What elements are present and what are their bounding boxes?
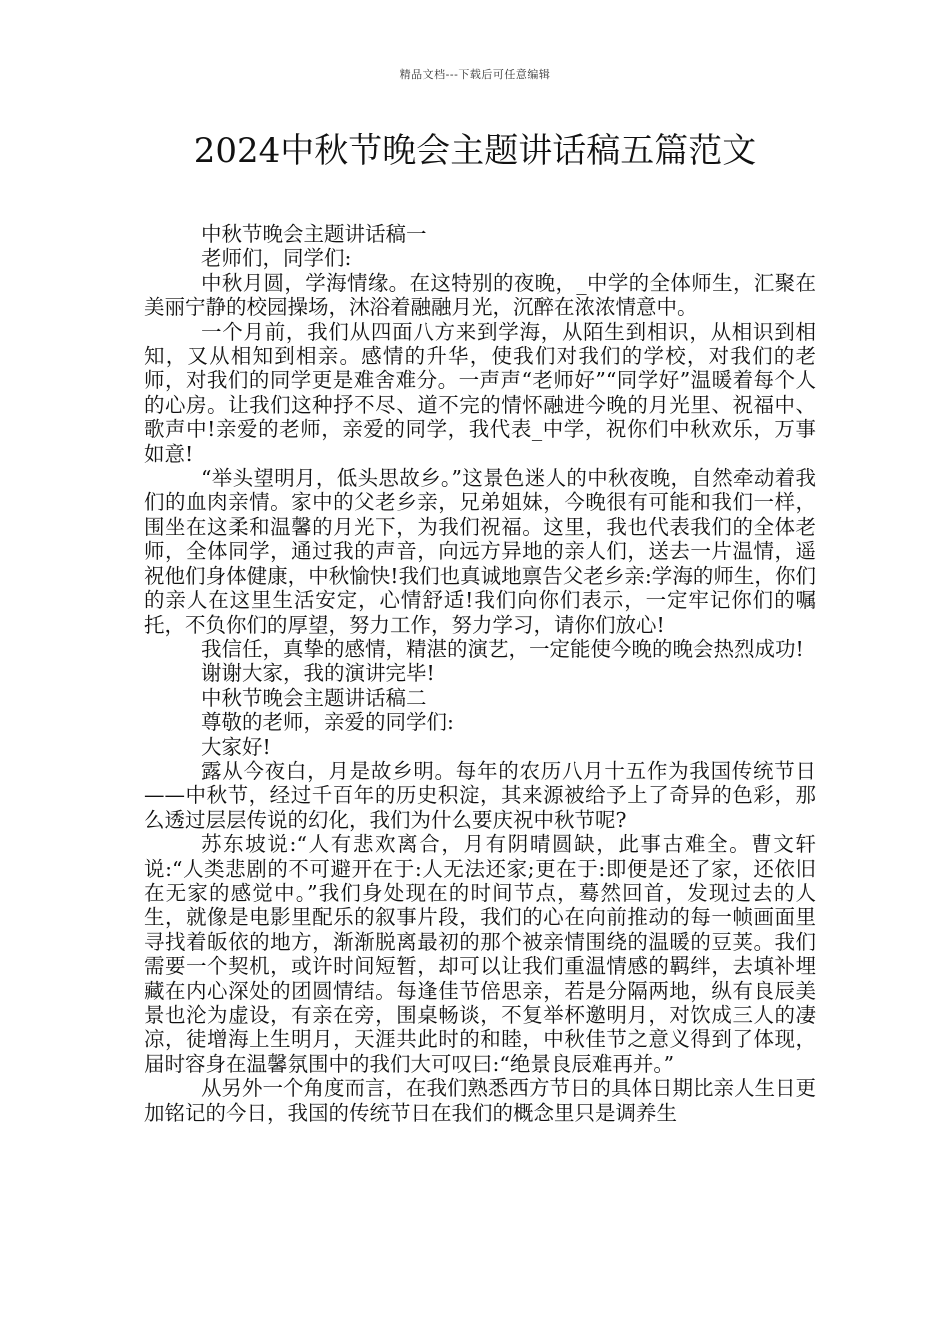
salutation: 老师们，同学们: <box>201 246 352 271</box>
paragraph: 苏东坡说:“人有悲欢离合，月有阴晴圆缺，此事古难全。曹文轩说:“人类悲剧的不可避开在于:人无法还家;更在于:即便是还了家，还依旧在无家的感觉中。”我们身处现在的时间节点，蓦然回首，发现过去的人生，就像是电影里配乐的叙事片段，我们的心在向前推动的每一帧画面里寻找着皈依的地方，渐渐脱离最初的那个被亲情围绕的温暖的豆荚。我们需要一个契机，或许时间短暂，却可以让我们重温情感的羁绊，去填补埋藏在内心深处的团圆情结。每逢佳节倍思亲，若是分隔两地，纵有良辰美景也沦为虚设，有亲在旁，围桌畅谈，不复举杯邀明月，对饮成三人的凄凉，徒增海上生明月，天涯共此时的和睦，中秋佳节之意义得到了体现，届时容身在温馨氛围中的我们大可叹曰:“绝景良辰难再并。” <box>144 832 816 1076</box>
paragraph: “举头望明月，低头思故乡。”这景色迷人的中秋夜晚，自然牵动着我们的血肉亲情。家中的父老乡亲，兄弟姐妹，今晚很有可能和我们一样，围坐在这柔和温馨的月光下，为我们祝福。这里，我也代表我们的全体老师，全体同学，通过我的声音，向远方异地的亲人们，送去一片温情，遥祝他们身体健康，中秋愉快!我们也真诚地禀告父老乡亲:学海的师生，你们的亲人在这里生活安定，心情舒适!我们向你们表示，一定牢记你们的嘱托，不负你们的厚望，努力工作，努力学习，请你们放心! <box>144 466 816 637</box>
section-heading-2: 中秋节晚会主题讲话稿二 <box>201 685 427 710</box>
paragraph: 中秋月圆，学海情缘。在这特别的夜晚，_中学的全体师生，汇聚在美丽宁静的校园操场，沐浴着融融月光，沉醉在浓浓情意中。 <box>144 270 816 320</box>
paragraph: 我信任，真挚的感情，精湛的演艺，一定能使今晚的晚会热烈成功! <box>201 636 804 661</box>
paragraph: 一个月前，我们从四面八方来到学海，从陌生到相识，从相识到相知，又从相知到相亲。感情的升华，使我们对我们的学校，对我们的老师，对我们的同学更是难舍难分。一声声“老师好”“同学好”温暖着每个人的心房。让我们这种抒不尽、道不完的情怀融进今晚的月光里、祝福中、歌声中!亲爱的老师，亲爱的同学，我代表_中学，祝你们中秋欢乐，万事如意! <box>144 319 816 466</box>
document-title: 2024中秋节晚会主题讲话稿五篇范文 <box>193 131 757 171</box>
paragraph: 露从今夜白，月是故乡明。每年的农历八月十五作为我国传统节日——中秋节，经过千百年的历史积淀，其来源被给予上了奇异的色彩，那么透过层层传说的幻化，我们为什么要庆祝中秋节呢? <box>144 758 816 832</box>
closing: 谢谢大家，我的演讲完毕! <box>201 661 435 686</box>
section-heading-1: 中秋节晚会主题讲话稿一 <box>201 222 427 246</box>
paragraph: 从另外一个角度而言，在我们熟悉西方节日的具体日期比亲人生日更加铭记的今日，我国的传统节日在我们的概念里只是调养生 <box>144 1076 816 1125</box>
document-body <box>144 222 816 1125</box>
greeting: 大家好! <box>201 734 271 759</box>
salutation: 尊敬的老师，亲爱的同学们: <box>201 710 454 735</box>
page-header: 精品文档---下载后可任意编辑 <box>399 68 551 81</box>
